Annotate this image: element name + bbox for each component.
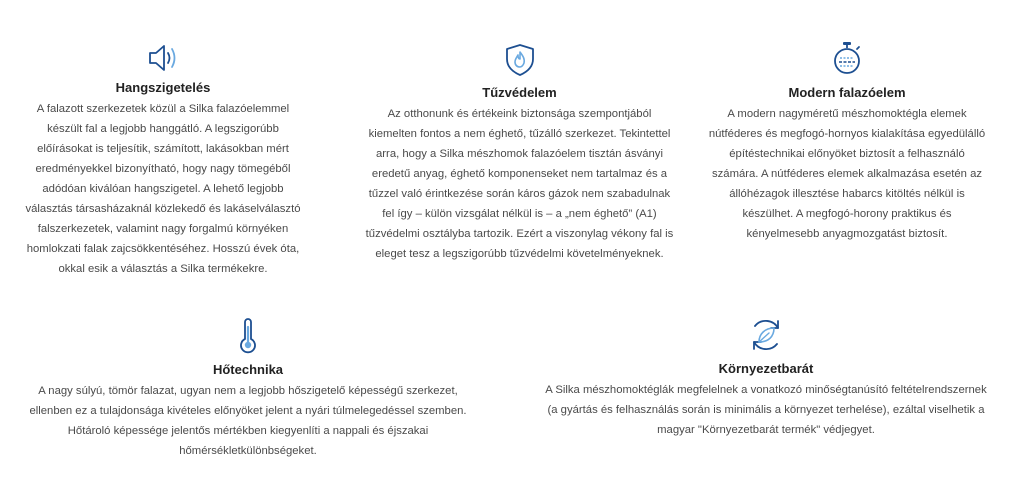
feature-text: A Silka mészhomoktéglák megfelelnek a vonatkozó minőségtanúsító feltételrendszernek (a gyártás és felhasználás során is minimális a környezet terhelése), ezáltal viselhetik a magyar "Környezetbarát termék" védjegyet.	[545, 384, 987, 436]
feature-text: A modern nagyméretű mészhomoktégla elemek nútféderes és megfogó-hornyos kialakítása egyedülálló építéstechnikai előnyöket biztosít a felhasználó számára. A nútféderes elemek alkalmazása esetén az állóhézagok illesztése habarcs kitöltés nélkül is készülhet. A megfogó-horony praktikus és kényelmesebb anyagmozgatást biztosít.	[708, 108, 986, 240]
feature-sound-insulation	[22, 42, 304, 279]
feature-text: A falazott szerkezetek közül a Silka falazóelemmel készült fal a legjobb hanggátló. A legszigorúbb előírásokat is teljesítik, számított, lakásokban mért eredményekkel bizonyítható, hogy nagy tömegéből adódóan kiválóan hangszigetel. A lehető legjobb választás társasházaknál közlekedő és lakáselválasztó falszerkezetek, valamint nagy forgalmú környéken homlokzati falak zajcsökkentéséhez. Hosszú évek óta, okkal esik a választás a Silka termékekre.	[25, 103, 301, 275]
feature-title: Hőtechnika	[212, 362, 284, 377]
feature-title: Környezetbarát	[718, 361, 814, 376]
feature-text: A nagy súlyú, tömör falazat, ugyan nem a legjobb hőszigetelő képességű szerkezet, ellenben ez a tulajdonsága kivételes előnyöket jelent a nyári túlmelegedéssel szemben. Hőtároló képessége jelentős mértékben kiegyenlíti a nappali és éjszakai hőmérsékletkülönbségeket.	[29, 385, 467, 457]
feature-title: Modern falazóelem	[788, 85, 906, 100]
feature-thermal	[22, 318, 474, 461]
feature-title: Tűzvédelem	[482, 85, 557, 100]
thermometer-icon	[236, 318, 260, 354]
feature-modern-masonry	[706, 40, 988, 244]
feature-title: Hangszigetelés	[115, 80, 211, 95]
feature-eco-friendly	[540, 316, 992, 440]
feature-text: Az otthonunk és értékeink biztonsága szempontjából kiemelten fontos a nem éghető, tűzálló szerkezet. Tekintettel arra, hogy a Silka mészhomok falazóelem tisztán ásványi eredetű anyag, éghető komponenseket nem tartalmaz és a tűzzel való érintkezése során káros gázok nem szabadulnak fel így – külön vizsgálat nélkül is – a „nem éghető” (A1) tűzvédelmi osztályba tartozik. Ezért a viszonylag vékony fal is eleget tesz a legszigorúbb tűzvédelmi követelményeknek.	[365, 108, 674, 260]
fire-shield-icon	[502, 42, 538, 78]
eco-leaf-icon	[747, 316, 785, 354]
speaker-icon	[145, 42, 181, 74]
feature-fire-protection	[362, 42, 677, 264]
stopwatch-icon	[829, 40, 865, 78]
